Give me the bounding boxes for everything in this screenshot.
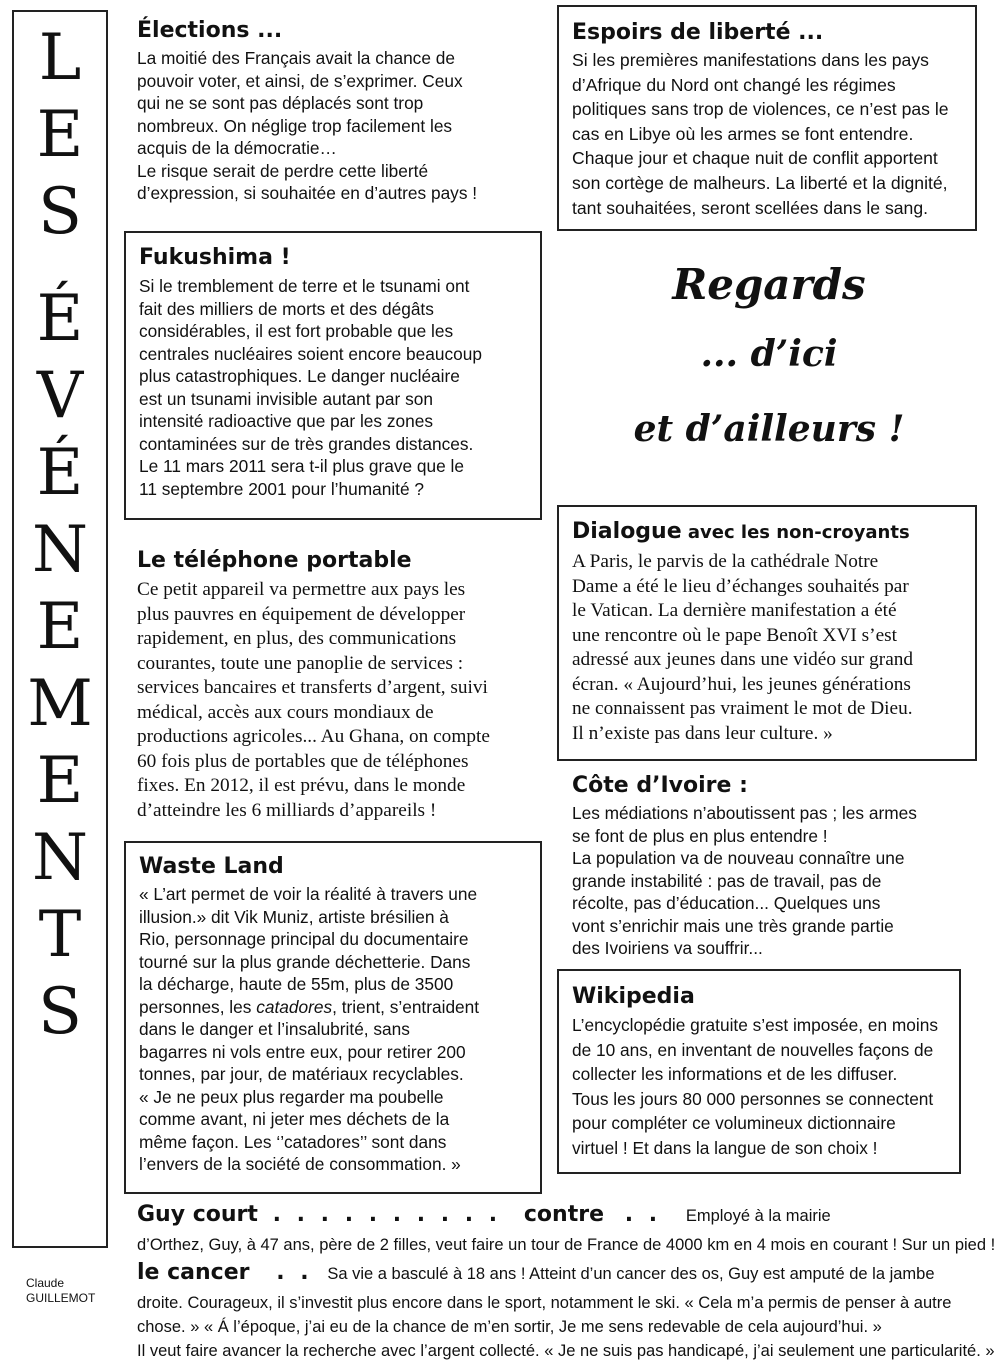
vertical-letter: É <box>36 436 84 510</box>
article-guy-title-c: le cancer <box>137 1260 250 1285</box>
article-body: La moitié des Français avait la chance de pouvoir voter, et ainsi, de s’exprimer. Ceux qui ne se sont pas déplacés sont trop nombreux. On néglige trop facilement les acquis de la démocratie… Le risque serait de perdre cette liberté d’expression, si souhaitée en d’autres pays ! <box>137 48 478 203</box>
article-guy-title-a: Guy court <box>137 1202 258 1227</box>
article-body: Si le tremblement de terre et le tsunami ont fait des milliers de morts et des dégâts considérables, il est fort probable que les centrales nucléaires soient encore beaucoup plus catastrophiques. Le danger nucléaire est un tsunami invisible autant par son intensité radioactive que par les zones contaminées sur de très grandes distances. Le 11 mars 2011 sera t-il plus grave que le 11 septembre 2001 pour l’humanité ? <box>139 276 482 499</box>
vertical-letter: N <box>32 513 88 587</box>
vertical-letter: T <box>38 898 82 972</box>
article-body: Si les premières manifestations dans les pays d’Afrique du Nord ont changé les régimes politiques sans trop de violences, ce n’est pas le cas en Libye où les armes se font entendre. Chaque jour et chaque nuit de conflit apportent son cortège de malheurs. La liberté et la dignité, tant souhaitées, seront scellées dans le sang. <box>572 50 949 218</box>
article-guy-line5: chose. » « Á l’époque, j’ai eu de la chance de m’en sortir, Je me sens redevable de cela aujourd’hui. » <box>137 1318 882 1336</box>
vertical-letters <box>14 12 106 1051</box>
article-title: Wikipedia <box>572 984 695 1009</box>
article-title: Fukushima ! <box>139 245 291 270</box>
article-body-part1: « L’art permet de voir la réalité à travers une illusion.» dit Vik Muniz, artiste brésilien à Rio, personnage principal du documentaire tourné sur la plus grande déchetterie. Dans la décharge, haute de 55m, plus de 3500 personnes, les <box>139 884 478 1017</box>
article-telephone <box>137 548 547 823</box>
article-body-italic: catadores <box>256 996 333 1017</box>
vertical-letter: V <box>36 359 84 433</box>
article-guy-line4: droite. Courageux, il s’investit plus encore dans le sport, notamment le ski. « Cela m’a permis de penser à autre <box>137 1294 952 1312</box>
article-guy-line1 <box>137 1203 987 1233</box>
vertical-letter: L <box>38 21 82 95</box>
article-guy-line2: d’Orthez, Guy, à 47 ans, père de 2 filles, veut faire un tour de France de 4000 km en 4 mois en courant ! Sur un pied ! <box>137 1236 996 1254</box>
article-guy-line3-tail: Sa vie a basculé à 18 ans ! Atteint d’un cancer des os, Guy est amputé de la jambe <box>327 1265 935 1283</box>
article-guy-dots-a: . . . . . . . . . . <box>272 1202 502 1227</box>
article-guy-line6: Il veut faire avancer la recherche avec l’argent collecté. « Je ne suis pas handicapé, j’ai seulement une particularité. » <box>137 1342 995 1360</box>
article-dialogue <box>557 505 977 761</box>
article-guy-dots-c: . . <box>276 1260 313 1285</box>
article-title: Élections ... <box>137 18 283 43</box>
article-title: Waste Land <box>139 854 284 879</box>
vertical-letter: N <box>32 821 88 895</box>
author-credit <box>26 1276 95 1306</box>
article-elections <box>137 18 547 205</box>
article-body: Ce petit appareil va permettre aux pays les plus pauvres en équipement de développer rapidement, en plus, des communications courantes, toute une panoplie de services : services bancaires et transferts d’argent, suivi médical, accès aux cours mondiaux de productions agricoles... Au Ghana, on compte 60 fois plus de portables que de téléphones fixes. En 2012, il est prévu, dans le monde d’atteindre les 6 milliards d’appareils ! <box>137 579 490 821</box>
article-body <box>139 883 532 1176</box>
main-title-line3: et d’ailleurs ! <box>633 408 905 450</box>
article-title-main: Dialogue <box>572 519 682 544</box>
article-title: Espoirs de liberté ... <box>572 20 824 45</box>
article-guy-line3 <box>137 1261 987 1291</box>
article-guy-dots-b: . . <box>624 1202 662 1227</box>
main-title-line2: ... d’ici <box>700 333 838 375</box>
author-first-name: Claude <box>26 1276 65 1290</box>
author-last-name: GUILLEMOT <box>26 1291 96 1305</box>
article-body: A Paris, le parvis de la cathédrale Notre Dame a été le lieu d’échanges souhaités par le Vatican. La dernière manifestation a été une rencontre où le pape Benoît XVI s’est adressé aux jeunes dans une vidéo sur grand écran. « Aujourd’hui, les jeunes générations ne connaissent pas vraiment le mot de Dieu. Il n’existe pas dans leur culture. » <box>572 551 914 744</box>
article-wikipedia <box>557 969 961 1174</box>
article-title <box>572 519 967 546</box>
article-title: Côte d’Ivoire : <box>572 773 748 798</box>
vertical-letter: E <box>36 590 84 664</box>
article-body: L’encyclopédie gratuite s’est imposée, en moins de 10 ans, en inventant de nouvelles façons de collecter les informations et de les diffuser. Tous les jours 80 000 personnes se connectent pour compléter ce volumineux dictionnaire virtuel ! Et dans la langue de son choix ! <box>572 1015 938 1158</box>
vertical-letter: S <box>38 975 82 1049</box>
main-title-line1: Regards <box>672 260 866 309</box>
main-title <box>560 255 978 465</box>
article-body-part2: , trient, s’entraident dans le danger et l’insalubrité, sans bagarres ni vols entre eux, pour retirer 200 tonnes, par jour, de matériaux recyclables. « Je ne peux plus regarder ma poubelle comme avant, ni jeter mes déchets de la même façon. Les ‘’catadores’’ sont dans l’envers de la société de consommation. » <box>139 996 480 1174</box>
article-guy <box>137 1202 996 1363</box>
article-guy-title-b: contre <box>523 1202 604 1227</box>
vertical-letter: É <box>36 282 84 356</box>
article-fukushima <box>124 231 542 520</box>
vertical-letter: E <box>36 98 84 172</box>
vertical-title-bar <box>12 10 108 1248</box>
article-guy-line1-tail: Employé à la mairie <box>685 1207 831 1225</box>
article-body: Les médiations n’aboutissent pas ; les armes se font de plus en plus entendre ! La population va de nouveau connaître une grande instabilité : pas de travail, pas de récolte, pas d’éducation... Quelques uns vont s’enrichir mais une très grande partie des Ivoiriens va souffrir... <box>572 803 917 958</box>
article-cote-ivoire <box>572 773 982 960</box>
article-title: Le téléphone portable <box>137 548 412 573</box>
vertical-letter: S <box>38 175 82 249</box>
article-waste-land <box>124 841 542 1194</box>
article-title-rest: avec les non-croyants <box>681 522 910 543</box>
article-espoirs <box>557 5 977 231</box>
vertical-letter: E <box>36 744 84 818</box>
vertical-letter: M <box>27 667 93 741</box>
